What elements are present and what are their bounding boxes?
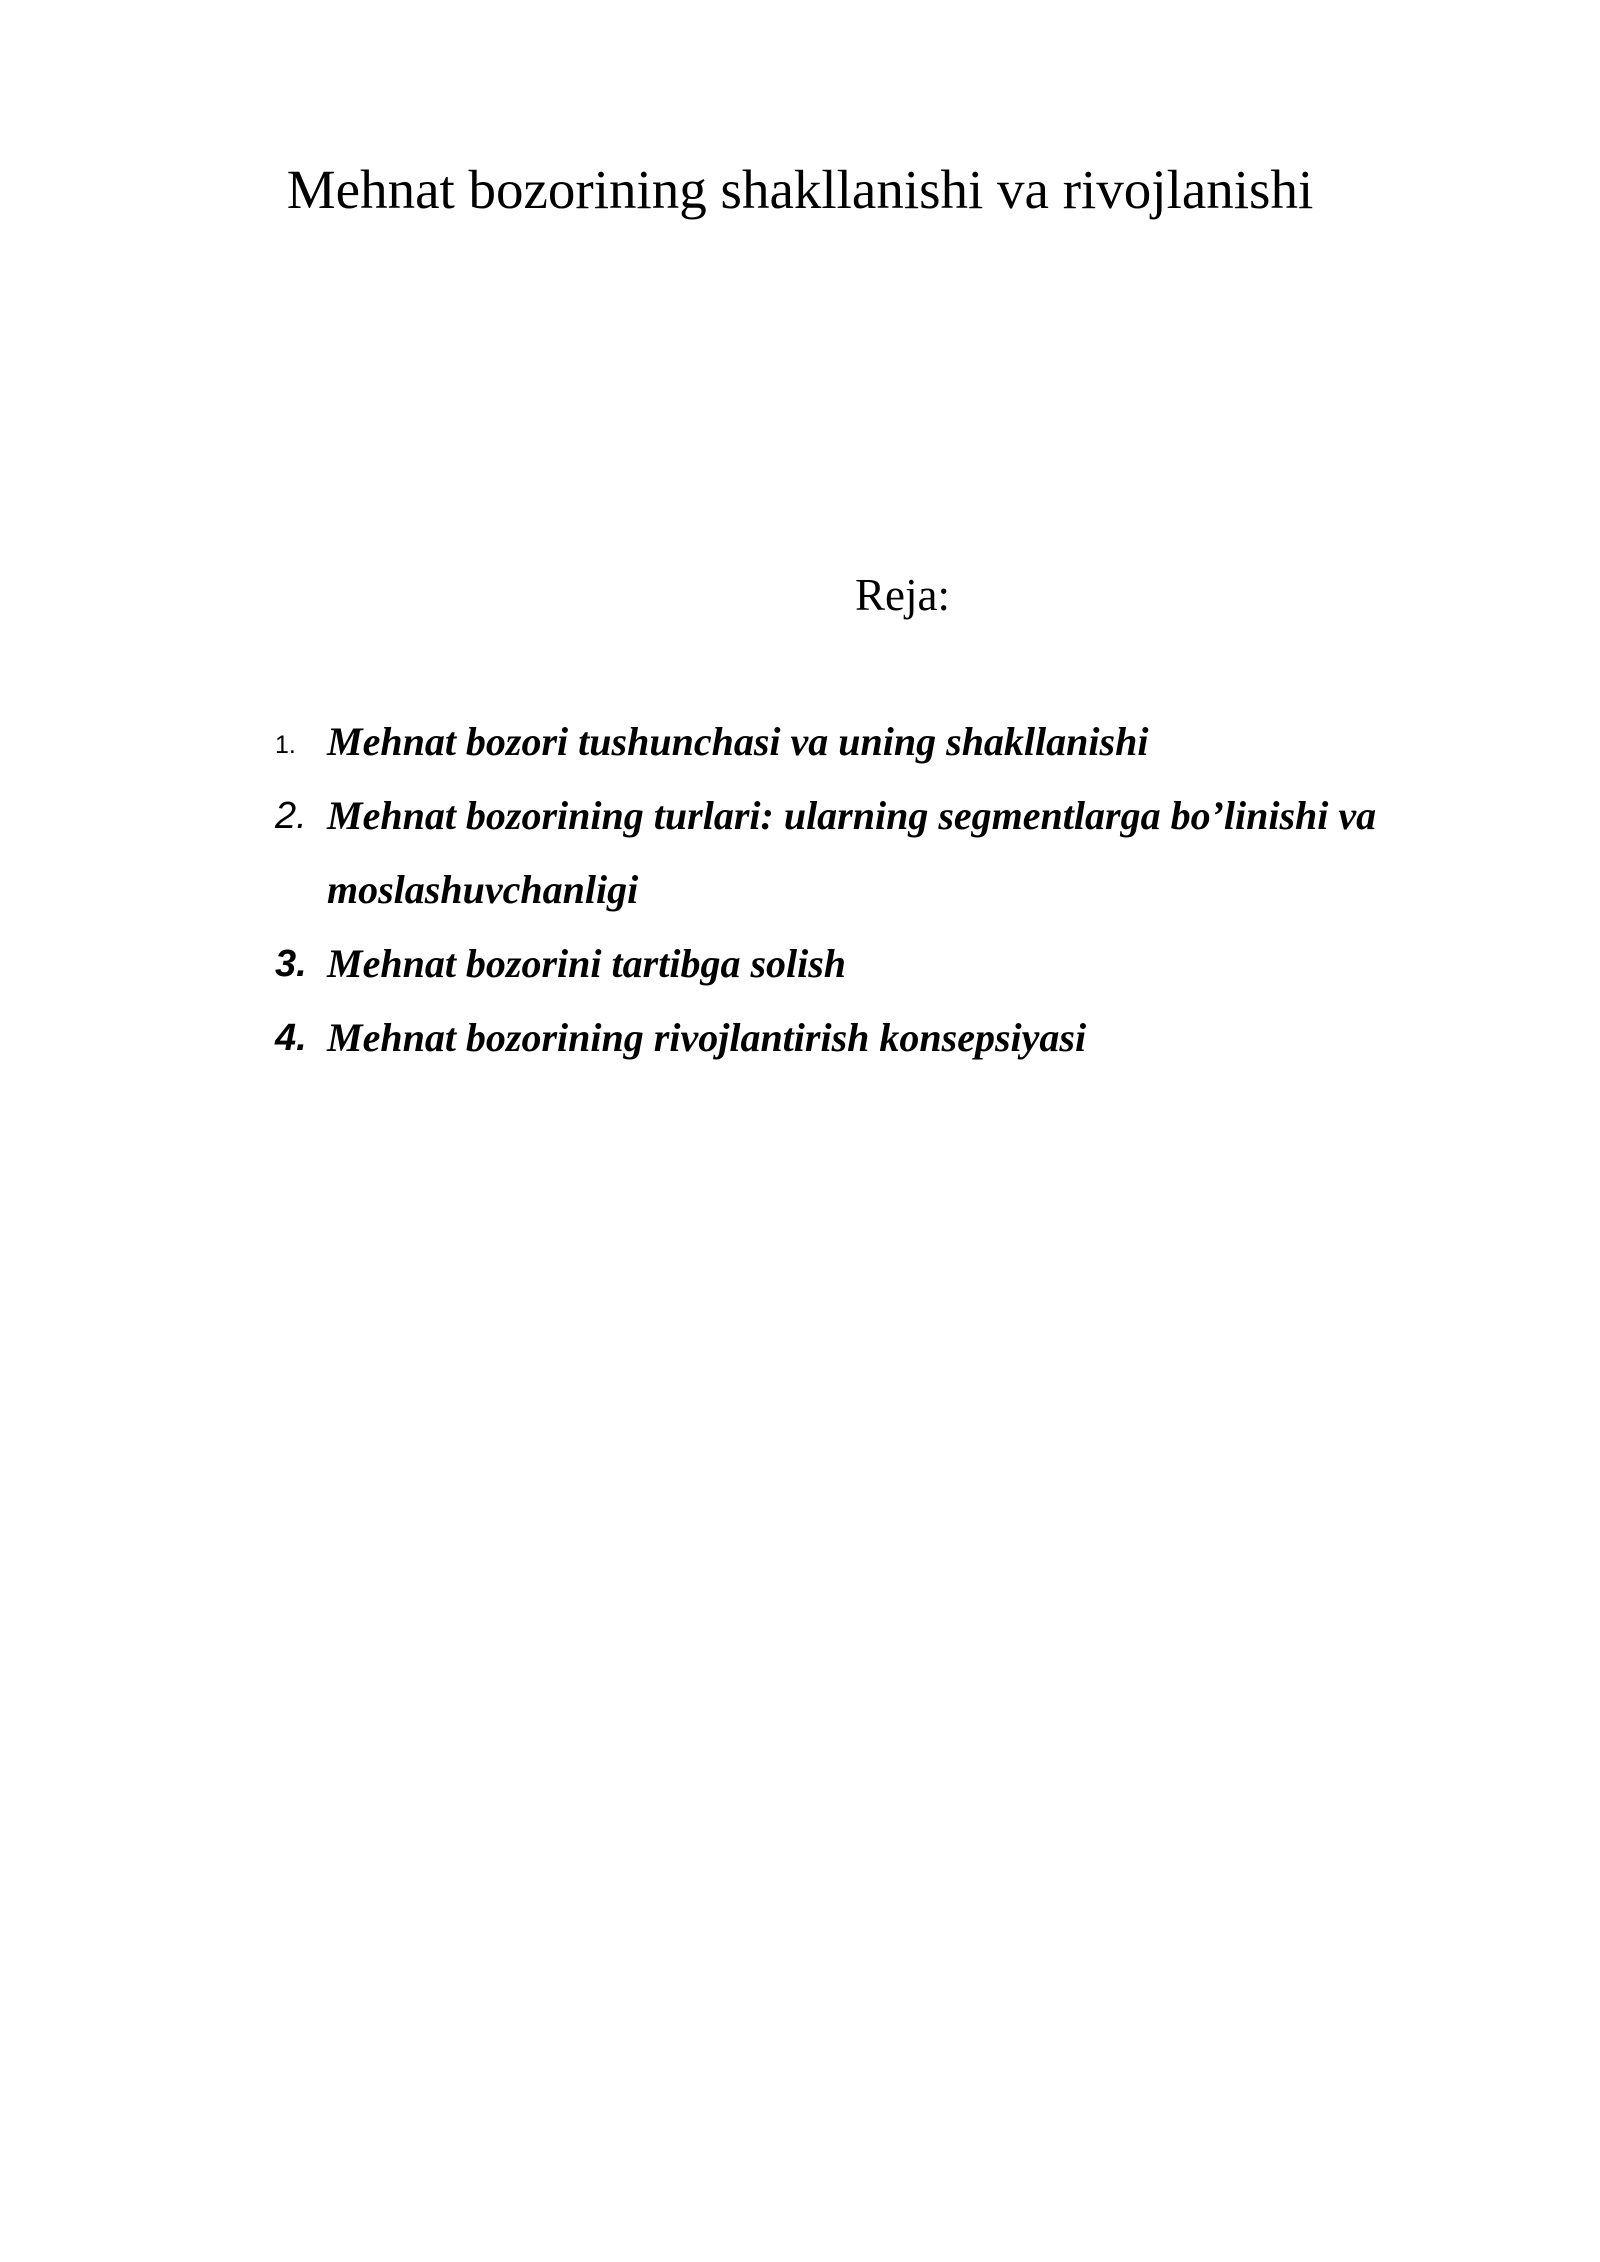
plan-item-number: 2. (275, 795, 307, 837)
plan-item-text: Mehnat bozorining turlari: ularning segmentlarga bo’linishi va moslashuvchanligi (327, 793, 1377, 912)
plan-item-text: Mehnat bozorining rivojlantirish konsepsiyasi (327, 1015, 1087, 1060)
plan-heading: Reja: (855, 570, 950, 620)
plan-item-number: 3. (275, 943, 307, 985)
document-title: Mehnat bozorining shakllanishi va rivojlanishi (286, 159, 1314, 220)
plan-item-4 (275, 1001, 1485, 1075)
plan-list (275, 705, 1485, 1075)
plan-item-number: 1. (275, 731, 296, 759)
plan-item-text: Mehnat bozori tushunchasi va uning shakllanishi (327, 719, 1149, 764)
plan-item-1 (275, 705, 1485, 779)
plan-item-number: 4. (275, 1017, 307, 1059)
plan-item-text: Mehnat bozorini tartibga solish (327, 941, 847, 986)
plan-item-3 (275, 927, 1485, 1001)
plan-item-2 (275, 779, 1485, 927)
